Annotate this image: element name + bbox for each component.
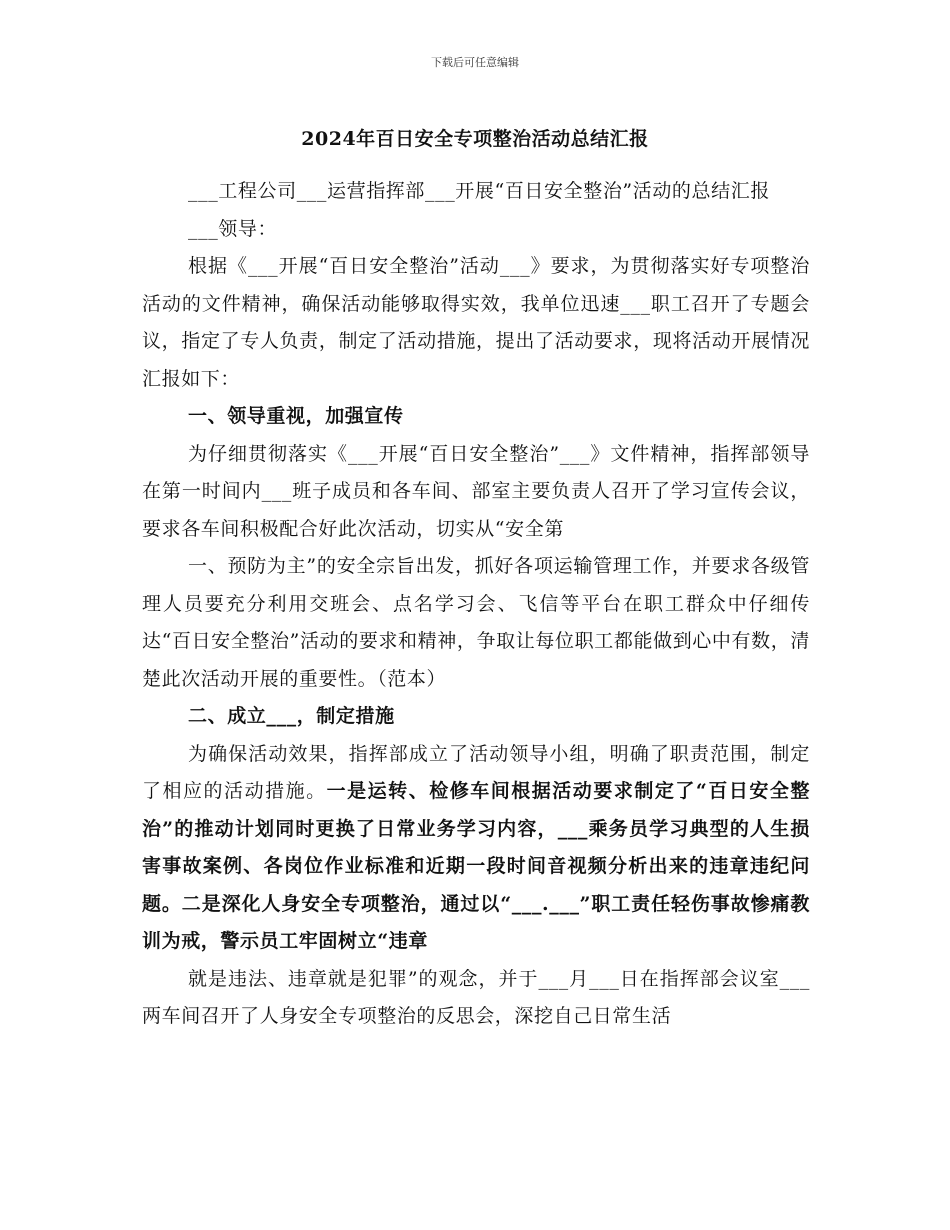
- paragraph-salutation: ___领导：: [188, 217, 278, 240]
- paragraph-section2-bold: 一是运转、检修车间根据活动要求制定了“百日安全整治”的推动计划同时更换了日常业务学习内容，___乘务员学习典型的人生损害事故案例、各岗位作业标准和近期一段时间音视频分析出来的违章违纪问题。二是深化人身安全专项整治，通过以“___.___”职工责任轻伤事故惨痛教训为戒，警示员工牢固树立“违章: [142, 780, 810, 952]
- paragraph-subject: ___工程公司___运营指挥部___开展“百日安全整治”活动的总结汇报: [188, 180, 770, 202]
- document-body: [142, 173, 810, 1036]
- paragraph-section2: [142, 736, 810, 961]
- paragraph-section2-normal: 为确保活动效果，指挥部成立了活动领导小组，明确了职责范围，制定了相应的活动措施。: [142, 742, 810, 802]
- paragraph-section1-b: 一、预防为主”的安全宗旨出发，抓好各项运输管理工作，并要求各级管理人员要充分利用交班会、点名学习会、飞信等平台在职工群众中仔细传达“百日安全整治”活动的要求和精神，争取让每位职工都能做到心中有数，清楚此次活动开展的重要性。（范本）: [142, 555, 810, 690]
- document-title: 2024年百日安全专项整治活动总结汇报: [301, 128, 649, 150]
- section-heading-1: 一、领导重视，加强宣传: [188, 405, 404, 427]
- paragraph-section1-a: 为仔细贯彻落实《___开展“百日安全整治”___》文件精神，指挥部领导在第一时间内___班子成员和各车间、部室主要负责人召开了学习宣传会议，要求各车间积极配合好此次活动，切实从“安全第: [142, 442, 810, 540]
- paragraph-intro: 根据《___开展“百日安全整治”活动___》要求，为贯彻落实好专项整治活动的文件精神，确保活动能够取得实效，我单位迅速___职工召开了专题会议，指定了专人负责，制定了活动措施，提出了活动要求，现将活动开展情况汇报如下：: [142, 255, 810, 390]
- section-heading-2: 二、成立___，制定措施: [188, 705, 395, 727]
- page-header-note: 下载后可任意编辑: [431, 56, 519, 69]
- paragraph-continued: 就是违法、违章就是犯罪”的观念，并于___月___日在指挥部会议室___两车间召开了人身安全专项整治的反思会，深挖自己日常生活: [142, 967, 810, 1027]
